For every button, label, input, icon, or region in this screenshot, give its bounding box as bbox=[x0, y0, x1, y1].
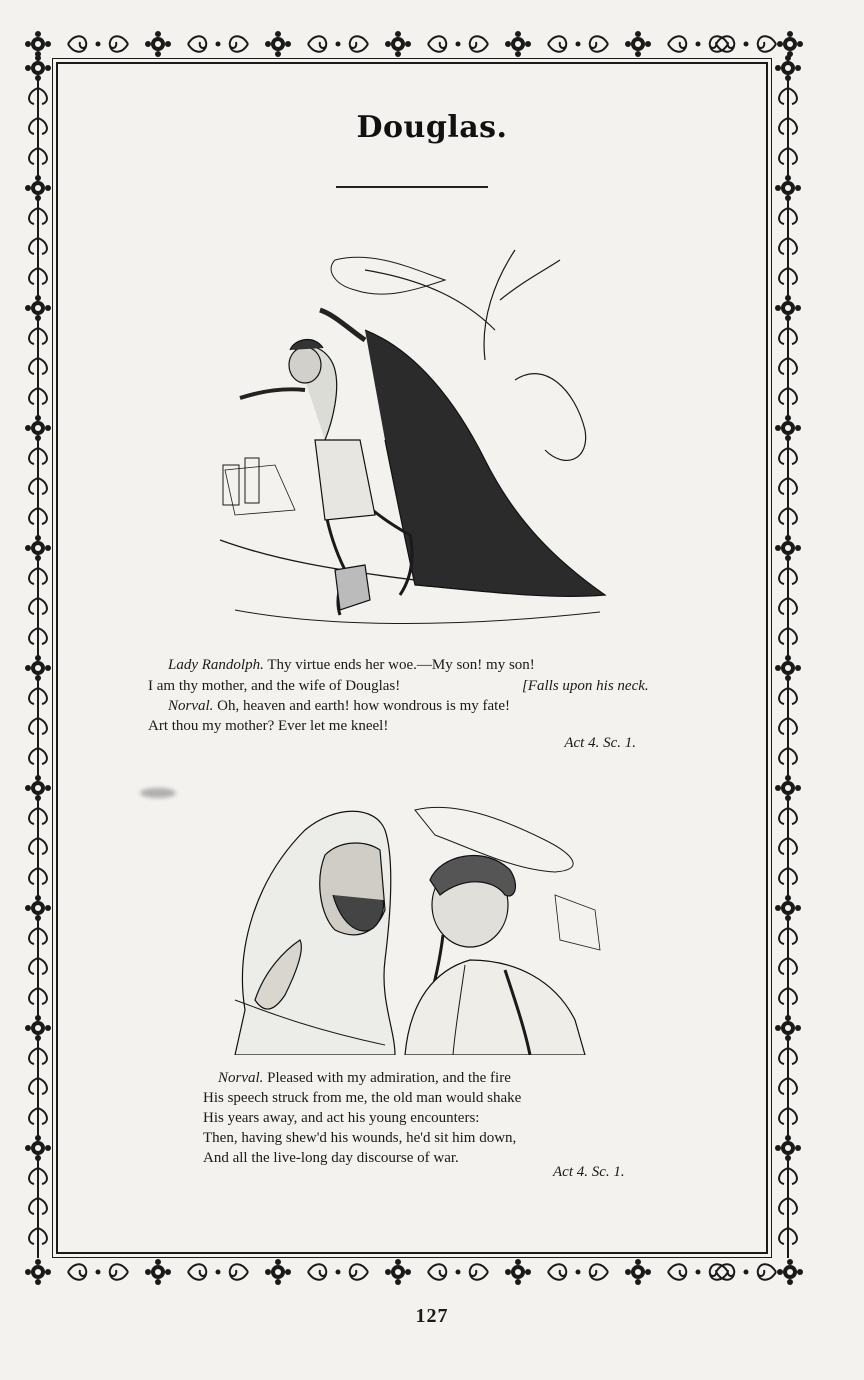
rosette-ornament bbox=[25, 775, 51, 801]
page-title: Douglas. bbox=[356, 110, 508, 145]
verse-line: Then, having shew'd his wounds, he'd sit him down, bbox=[203, 1130, 517, 1146]
verse-line bbox=[218, 1068, 511, 1088]
rosette-ornament bbox=[25, 55, 51, 81]
rosette-ornament bbox=[25, 1015, 51, 1041]
verse-line: Art thou my mother? Ever let me kneel! bbox=[148, 718, 389, 734]
act-scene-citation: Act 4. Sc. 1. bbox=[564, 735, 636, 751]
rosette-ornament bbox=[25, 895, 51, 921]
speaker-name: Norval. bbox=[168, 698, 214, 714]
engraving-old-man-and-youth bbox=[215, 800, 615, 1055]
rosette-ornament bbox=[25, 1135, 51, 1161]
title-rule bbox=[336, 186, 488, 188]
rosette-ornament bbox=[775, 535, 801, 561]
speaker-name: Lady Randolph. bbox=[168, 657, 264, 673]
verse-line bbox=[168, 655, 535, 675]
rosette-ornament bbox=[775, 295, 801, 321]
rosette-ornament bbox=[25, 535, 51, 561]
stage-direction: [Falls upon his neck. bbox=[522, 678, 649, 694]
rosette-ornament bbox=[775, 1135, 801, 1161]
verse-line: His speech struck from me, the old man would shake bbox=[203, 1090, 522, 1106]
verse-line: His years away, and act his young encounters: bbox=[203, 1110, 480, 1126]
act-scene-citation: Act 4. Sc. 1. bbox=[553, 1164, 625, 1180]
rosette-ornament bbox=[775, 775, 801, 801]
verse-line: I am thy mother, and the wife of Douglas! bbox=[148, 678, 401, 694]
ornament-border-left bbox=[22, 28, 54, 1288]
verse-text: Oh, heaven and earth! how wondrous is my fate! bbox=[213, 698, 511, 714]
ornament-border-bottom bbox=[22, 1256, 806, 1288]
verse-text: Thy virtue ends her woe.—My son! my son! bbox=[263, 657, 535, 673]
rosette-ornament bbox=[775, 415, 801, 441]
engraving-embrace-scene bbox=[215, 240, 615, 640]
page-number: 127 bbox=[415, 1305, 449, 1327]
rosette-ornament bbox=[775, 655, 801, 681]
ornament-border-right bbox=[772, 28, 804, 1288]
speaker-name: Norval. bbox=[218, 1070, 264, 1086]
rosette-ornament bbox=[25, 415, 51, 441]
ink-smudge bbox=[140, 788, 176, 798]
verse-text: Pleased with my admiration, and the fire bbox=[263, 1070, 511, 1086]
rosette-ornament bbox=[775, 55, 801, 81]
rosette-ornament bbox=[775, 175, 801, 201]
rosette-ornament bbox=[25, 175, 51, 201]
verse-line: And all the live-long day discourse of war. bbox=[203, 1150, 459, 1166]
rosette-ornament bbox=[775, 1015, 801, 1041]
verse-line bbox=[168, 696, 510, 716]
ornament-border-top bbox=[22, 28, 806, 60]
rosette-ornament bbox=[25, 295, 51, 321]
rosette-ornament bbox=[775, 895, 801, 921]
rosette-ornament bbox=[25, 655, 51, 681]
